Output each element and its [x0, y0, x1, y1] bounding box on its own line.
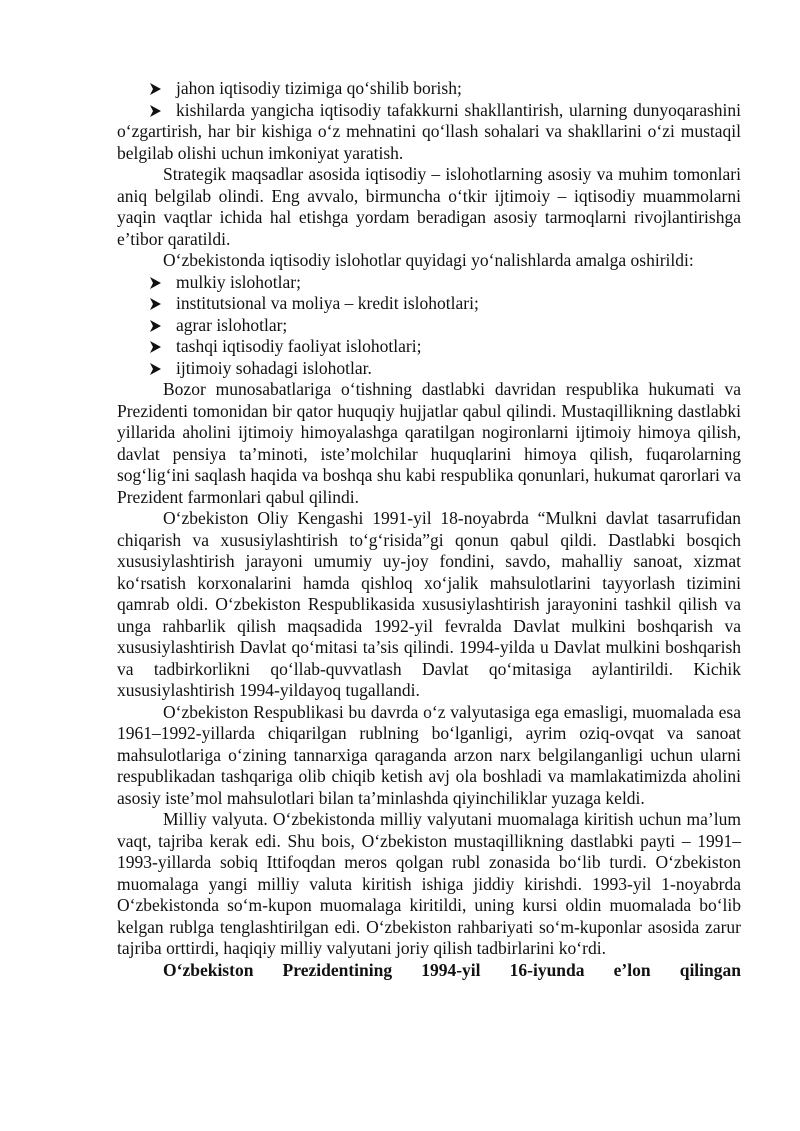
arrow-bullet-icon: [149, 315, 161, 332]
list-item-text: agrar islohotlar;: [176, 314, 288, 335]
arrow-bullet-icon: [149, 272, 161, 289]
paragraph-valyuta: O‘zbekiston Respublikasi bu davrda o‘z valyutasiga ega emasligi, muomalada esa 1961–1992-yillarda chiqarilgan rublning bo‘lganligi, ayrim oziq-ovqat va sanoat mahsulotlariga o‘zining tannarxiga qaraganda arzon narx belgilanganligi uchun ularni respublikadan tashqariga olib chiqib ketish avj ola boshladi va mamlakatimizda aholini asosiy iste’mol mahsulotlari bilan ta’minlashda qiyinchiliklar yuzaga keldi.: [117, 701, 741, 808]
list-item: [117, 78, 741, 100]
paragraph-yonalishlar: O‘zbekistonda iqtisodiy islohotlar quyidagi yo‘nalishlarda amalga oshirildi:: [163, 250, 694, 270]
arrow-bullet-icon: [149, 78, 161, 95]
list-item: [117, 100, 741, 165]
list-item-text: ijtimoiy sohadagi islohotlar.: [176, 357, 372, 378]
list-item-text: mulkiy islohotlar;: [176, 271, 301, 292]
list-item-text: jahon iqtisodiy tizimiga qo‘shilib borish;: [176, 78, 462, 98]
paragraph-oliy-kengash: O‘zbekiston Oliy Kengashi 1991-yil 18-noyabrda “Mulkni davlat tasarrufidan chiqarish va xususiylashtirish to‘g‘risida”gi qonun qabul qildi. Dastlabki bosqich xususiylashtirish jarayoni umumiy uy-joy fondini, savdo, mahalliy sanoat, xizmat ko‘rsatish korxonalarini hamda qishloq xo‘jalik mahsulotlarini tayyorlash tizimini qamrab oldi. O‘zbekiston Respublikasida xususiylashtirish jarayonini tashkil qilish va unga rahbarlik qilish maqsadida 1992-yil fevralda Davlat mulkini boshqarish va xususiylashtirish Davlat qo‘mitasi ta’sis qilindi. 1994-yilda u Davlat mulkini boshqarish va tadbirkorlikni qo‘llab-quvvatlash Davlat qo‘mitasiga aylantirildi. Kichik xususiylashtirish 1994-yildayoq tugallandi.: [117, 508, 741, 700]
paragraph-bozor: Bozor munosabatlariga o‘tishning dastlabki davridan respublika hukumati va Prezidenti tomonidan bir qator huquqiy hujjatlar qabul qilindi. Mustaqillikning dastlabki yillarida aholini ijtimoiy himoyalashga qaratilgan nogironlarni ijtimoiy himoya qilish, davlat pensiya ta’minoti, iste’molchilar huquqlarini himoya qilish, fuqarolarning sog‘lig‘ini saqlash haqida va boshqa shu kabi respublika qonunlari, hukumat qarorlari va Prezident farmonlari qabul qilindi.: [117, 379, 741, 507]
paragraph-prezident-bold: O‘zbekiston Prezidentining 1994-yil 16-iyunda e’lon qilingan: [163, 959, 741, 980]
list-item: [117, 272, 741, 294]
list-item-text: tashqi iqtisodiy faoliyat islohotlari;: [176, 336, 422, 356]
list-item-text: institutsional va moliya – kredit islohotlari;: [176, 293, 479, 313]
list-item: [117, 336, 741, 358]
paragraph-strategik: Strategik maqsadlar asosida iqtisodiy – islohotlarning asosiy va muhim tomonlari aniq belgilab olindi. Eng avvalo, birmuncha o‘tkir ijtimoiy – iqtisodiy muammolarni yaqin vaqtlar ichida hal etishga yordam beradigan asosiy tarmoqlarni rivojlantirishga e’tibor qaratildi.: [117, 164, 741, 249]
arrow-bullet-icon: [149, 293, 161, 310]
list-item: [117, 315, 741, 337]
arrow-bullet-icon: [149, 336, 161, 353]
list-item: [117, 358, 741, 380]
document-page: [117, 78, 741, 981]
list-item: [117, 293, 741, 315]
paragraph-milliy-valyuta: Milliy valyuta. O‘zbekistonda milliy valyutani muomalaga kiritish uchun ma’lum vaqt, tajriba kerak edi. Shu bois, O‘zbekiston mustaqillikning dastlabki payti – 1991–1993-yillarda sobiq Ittifoqdan meros qolgan rubl zonasida bo‘lib turdi. O‘zbekiston muomalaga yangi milliy valuta kiritish ishiga jiddiy kirishdi. 1993-yil 1-noyabrda O‘zbekistonda so‘m-kupon muomalaga kiritildi, uning kursi oldin muomalada bo‘lib kelgan rublga tenglashtirilgan edi. O‘zbekiston rahbariyati so‘m-kuponlar asosida zarur tajriba orttirdi, haqiqiy milliy valyutani joriy qilish tadbirlarini ko‘rdi.: [117, 809, 741, 958]
arrow-bullet-icon: [149, 100, 161, 117]
arrow-bullet-icon: [149, 358, 161, 375]
list-item-text: kishilarda yangicha iqtisodiy tafakkurni shakllantirish, ularning dunyoqarashini o‘zgartirish, har bir kishiga o‘z mehnatini qo‘llash sohalari va shakllarini o‘zi mustaqil belgilab olishi uchun imkoniyat yaratish.: [117, 99, 741, 163]
